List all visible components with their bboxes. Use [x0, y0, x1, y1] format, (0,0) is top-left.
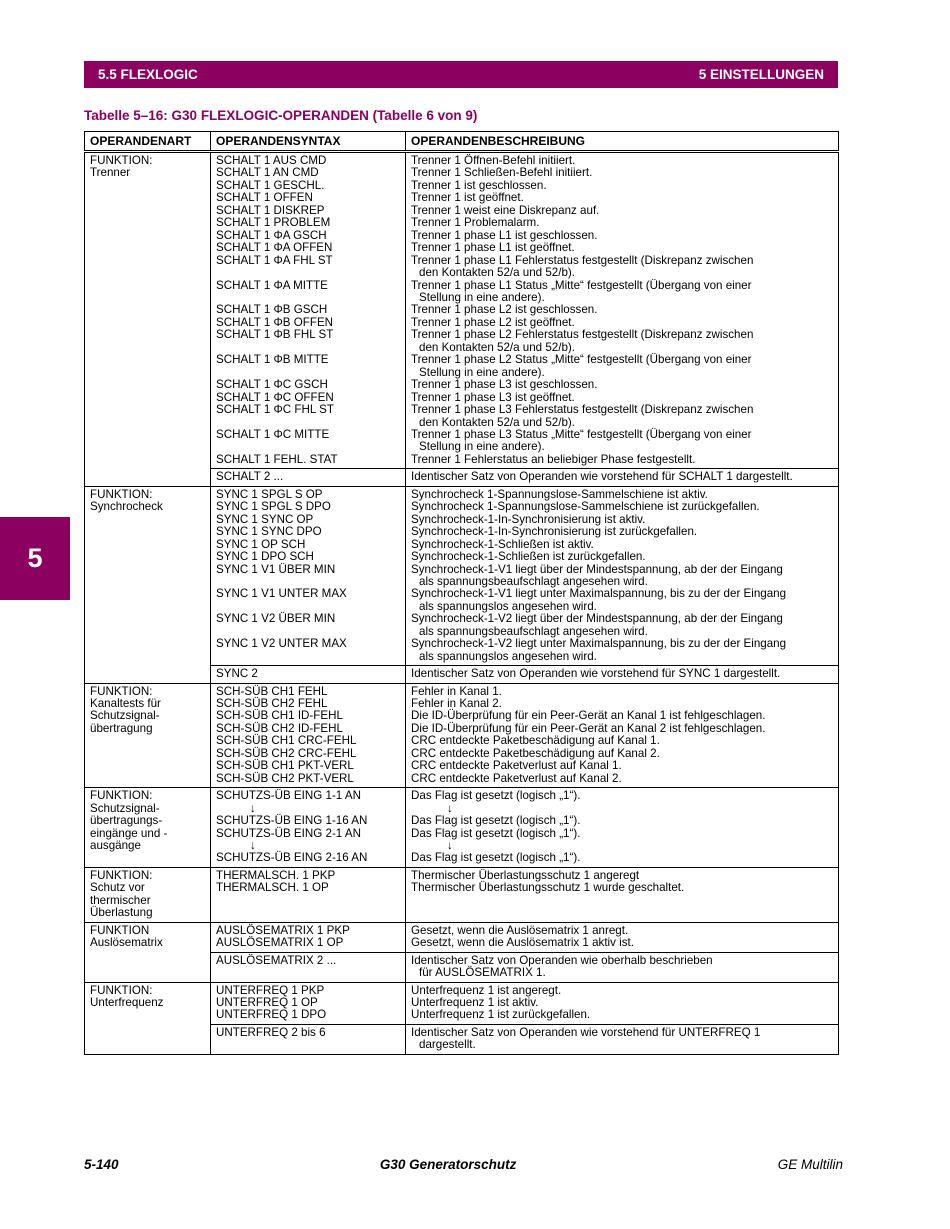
section-header-bar [84, 61, 838, 88]
operand-type-text: ausgänge [90, 839, 141, 853]
operand-syntax-cell [211, 486, 406, 665]
operand-description: Trenner 1 ist geschlossen. [411, 178, 547, 192]
operand-description: Die ID-Überprüfung für ein Peer-Gerät an Kanal 2 ist fehlgeschlagen. [411, 721, 766, 735]
operand-syntax: SCHALT 1 ΦB FHL ST [216, 328, 334, 342]
table-row [85, 152, 839, 469]
operand-type-text: Kanaltests für [90, 697, 161, 711]
column-header-type: OPERANDENART [85, 132, 211, 152]
operand-type-cell [85, 982, 211, 1054]
document-title: G30 Generatorschutz [379, 1157, 517, 1172]
operand-type-text: FUNKTION: [90, 868, 153, 882]
operand-syntax: SCH-SÜB CH2 PKT-VERL [216, 771, 354, 785]
operand-syntax: AUSLÖSEMATRIX 1 OP [216, 936, 344, 950]
operand-description: Trenner 1 Problemalarm. [411, 216, 540, 230]
operand-syntax-cell [211, 952, 406, 982]
section-title: 5.5 FLEXLOGIC [98, 67, 198, 82]
operand-syntax: UNTERFREQ 1 OP [216, 996, 318, 1009]
table-caption: Tabelle 5–16: G30 FLEXLOGIC-OPERANDEN (Tabelle 6 von 9) [84, 108, 478, 123]
operand-syntax: SCH-SÜB CH1 FEHL [216, 684, 328, 698]
operand-syntax: SCH-SÜB CH2 ID-FEHL [216, 721, 343, 735]
operand-description: Synchrocheck-1-V2 liegt unter Maximalspannung, bis zu der der Eingang [411, 637, 787, 651]
operand-description-cell [406, 683, 839, 788]
operand-type-text: Schutz vor [90, 881, 145, 895]
table-row [85, 788, 839, 868]
operand-syntax: SYNC 1 V1 UNTER MAX [216, 587, 347, 601]
operand-syntax-cell [211, 922, 406, 952]
operand-description: Synchrocheck-1-Schließen ist zurückgefallen. [411, 550, 646, 564]
operand-description: Das Flag ist gesetzt (logisch „1“). [411, 814, 581, 828]
operand-description-cell [406, 867, 839, 922]
operand-description: als spannungslos angesehen wird. [419, 599, 597, 613]
operand-syntax: SCHALT 1 ΦC OFFEN [216, 390, 334, 404]
operand-type-text: FUNKTION [90, 923, 150, 937]
operand-syntax: SCHALT 1 ΦC GSCH [216, 378, 328, 392]
operand-syntax: SCHALT 2 ... [216, 470, 284, 484]
operand-description: Trenner 1 phase L3 ist geöffnet. [411, 390, 575, 404]
table-row [85, 486, 839, 665]
operand-description-cell [406, 788, 839, 868]
operand-syntax: UNTERFREQ 2 bis 6 [216, 1025, 326, 1039]
operand-syntax: SYNC 1 V1 ÜBER MIN [216, 562, 336, 576]
operand-description: Trenner 1 phase L3 Status „Mitte“ festgestellt (Übergang von einer [411, 427, 752, 441]
operand-syntax: SYNC 1 SPGL S OP [216, 487, 323, 501]
operand-syntax: SYNC 1 OP SCH [216, 537, 306, 551]
operand-description: Synchrocheck-1-In-Synchronisierung ist zurückgefallen. [411, 525, 698, 539]
operand-syntax: SCHUTZS-ÜB EING 2-1 AN [216, 826, 361, 840]
operand-description: für AUSLÖSEMATRIX 1. [419, 966, 546, 980]
column-header-description: OPERANDENBESCHREIBUNG [406, 132, 839, 152]
operand-syntax: SYNC 2 [216, 667, 258, 681]
operand-description-cell [406, 982, 839, 1024]
operand-syntax: SYNC 1 SPGL S DPO [216, 500, 331, 514]
operand-description: Trenner 1 phase L1 ist geschlossen. [411, 228, 598, 242]
operand-syntax: AUSLÖSEMATRIX 1 PKP [216, 923, 350, 937]
table-row [85, 683, 839, 788]
operand-syntax: SCHALT 1 FEHL. STAT [216, 452, 338, 466]
operand-syntax: SCHALT 1 ΦA MITTE [216, 278, 328, 292]
operand-syntax: SCHALT 1 ΦA GSCH [216, 228, 327, 242]
operand-syntax: SCHALT 1 AUS CMD [216, 154, 327, 167]
operand-description: Stellung in eine andere). [419, 365, 545, 379]
operand-description: Trenner 1 Fehlerstatus an beliebiger Phase festgestellt. [411, 452, 696, 466]
operand-description: CRC entdeckte Paketbeschädigung auf Kanal 1. [411, 734, 660, 748]
operand-type-cell [85, 788, 211, 868]
operand-description: Unterfrequenz 1 ist aktiv. [411, 996, 539, 1009]
operand-description-cell [406, 152, 839, 469]
arrow-down-icon: ↓ [447, 801, 453, 815]
page-number: 5-140 [84, 1157, 119, 1172]
operand-description: den Kontakten 52/a und 52/b). [419, 415, 575, 429]
operand-syntax: AUSLÖSEMATRIX 2 ... [216, 953, 337, 967]
operand-syntax: SCH-SÜB CH1 PKT-VERL [216, 759, 354, 773]
operand-syntax-cell [211, 469, 406, 486]
operand-description: Trenner 1 ist geöffnet. [411, 191, 524, 205]
table-row [85, 867, 839, 922]
operand-description: Unterfrequenz 1 ist angeregt. [411, 983, 562, 997]
operand-description: als spannungsbeaufschlagt angesehen wird. [419, 624, 648, 638]
operand-syntax: SCH-SÜB CH2 FEHL [216, 697, 328, 711]
operand-type-text: Trenner [90, 166, 131, 180]
operand-description: Identischer Satz von Operanden wie vorstehend für SCHALT 1 dargestellt. [411, 470, 793, 484]
operand-description: als spannungsbeaufschlagt angesehen wird. [419, 574, 648, 588]
operand-description: Trenner 1 phase L2 Status „Mitte“ festgestellt (Übergang von einer [411, 353, 752, 367]
operand-type-cell [85, 922, 211, 982]
operand-description: Stellung in eine andere). [419, 290, 545, 304]
operand-description: Fehler in Kanal 1. [411, 684, 502, 698]
operand-type-text: eingänge und - [90, 826, 168, 840]
operand-description: Die ID-Überprüfung für ein Peer-Gerät an Kanal 1 ist fehlgeschlagen. [411, 709, 766, 723]
operand-syntax: SYNC 1 V2 ÜBER MIN [216, 612, 336, 626]
operand-syntax: SCHUTZS-ÜB EING 2-16 AN [216, 851, 368, 865]
operand-description: Synchrocheck 1-Spannungslose-Sammelschiene ist aktiv. [411, 487, 708, 501]
column-header-syntax: OPERANDENSYNTAX [211, 132, 406, 152]
operand-syntax: SCHALT 1 ΦB OFFEN [216, 315, 334, 329]
operand-description: Synchrocheck-1-V1 liegt unter Maximalspannung, bis zu der der Eingang [411, 587, 787, 601]
operand-description: Synchrocheck-1-In-Synchronisierung ist aktiv. [411, 512, 646, 526]
operand-description: Thermischer Überlastungsschutz 1 wurde geschaltet. [411, 881, 685, 895]
operand-type-text: thermischer [90, 893, 151, 907]
operand-syntax: SCHUTZS-ÜB EING 1-16 AN [216, 814, 368, 828]
operand-description: Trenner 1 Öffnen-Befehl initiiert. [411, 154, 576, 167]
operand-description: Synchrocheck-1-V2 liegt über der Mindestspannung, ab der der Eingang [411, 612, 783, 626]
operand-type-text: Überlastung [90, 906, 153, 920]
operand-description: Das Flag ist gesetzt (logisch „1“). [411, 851, 581, 865]
operand-description: Synchrocheck-1-Schließen ist aktiv. [411, 537, 594, 551]
operand-description: Stellung in eine andere). [419, 440, 545, 454]
operand-syntax: SYNC 1 DPO SCH [216, 550, 314, 564]
arrow-down-icon: ↓ [250, 801, 256, 815]
operand-description-cell [406, 666, 839, 683]
operand-syntax-cell [211, 982, 406, 1024]
operand-syntax: SCHUTZS-ÜB EING 1-1 AN [216, 789, 361, 803]
operand-description: Trenner 1 phase L2 ist geschlossen. [411, 303, 598, 317]
operand-type-text: FUNKTION: [90, 983, 153, 997]
operand-syntax-cell [211, 152, 406, 469]
operand-description: CRC entdeckte Paketbeschädigung auf Kanal 2. [411, 746, 660, 760]
operand-syntax: SCHALT 1 ΦB GSCH [216, 303, 328, 317]
operand-syntax: SCHALT 1 ΦA FHL ST [216, 253, 333, 267]
operands-table [84, 131, 839, 1055]
operand-syntax: SCHALT 1 ΦB MITTE [216, 353, 329, 367]
operand-syntax: SCHALT 1 ΦC MITTE [216, 427, 330, 441]
operand-syntax: SYNC 1 SYNC DPO [216, 525, 322, 539]
operand-syntax: UNTERFREQ 1 PKP [216, 983, 325, 997]
operand-description: Das Flag ist gesetzt (logisch „1“). [411, 789, 581, 803]
operand-description: Trenner 1 phase L1 Status „Mitte“ festgestellt (Übergang von einer [411, 278, 752, 292]
operand-description-cell [406, 486, 839, 665]
operand-description: Gesetzt, wenn die Auslösematrix 1 aktiv ist. [411, 936, 634, 950]
operand-description: CRC entdeckte Paketverlust auf Kanal 2. [411, 771, 622, 785]
operand-syntax: UNTERFREQ 1 DPO [216, 1008, 327, 1022]
chapter-tab: 5 [0, 517, 70, 600]
operand-syntax: SCHALT 1 GESCHL. [216, 178, 325, 192]
operand-description: Trenner 1 phase L1 Fehlerstatus festgestellt (Diskrepanz zwischen [411, 253, 754, 267]
operand-type-cell [85, 486, 211, 683]
operand-type-text: Schutzsignal- [90, 801, 160, 815]
operand-syntax-cell [211, 683, 406, 788]
operand-syntax: SCHALT 1 DISKREP [216, 203, 325, 217]
operand-description: Identischer Satz von Operanden wie vorstehend für SYNC 1 dargestellt. [411, 667, 781, 681]
operand-type-text: Synchrocheck [90, 500, 163, 514]
operand-description: Trenner 1 phase L1 ist geöffnet. [411, 241, 575, 255]
operand-description: Trenner 1 Schließen-Befehl initiiert. [411, 166, 593, 180]
operand-syntax: SYNC 1 V2 UNTER MAX [216, 637, 347, 651]
operand-description-cell [406, 1024, 839, 1054]
operand-syntax: SCHALT 1 ΦA OFFEN [216, 241, 333, 255]
operand-description: Das Flag ist gesetzt (logisch „1“). [411, 826, 581, 840]
operand-description: Trenner 1 weist eine Diskrepanz auf. [411, 203, 600, 217]
operand-syntax: THERMALSCH. 1 OP [216, 881, 329, 895]
operand-description: Gesetzt, wenn die Auslösematrix 1 anregt. [411, 923, 629, 937]
arrow-down-icon: ↓ [447, 839, 453, 853]
operand-description: als spannungslos angesehen wird. [419, 649, 597, 663]
table-header-row [85, 132, 839, 152]
operand-description-cell [406, 922, 839, 952]
operand-type-cell [85, 683, 211, 788]
operand-type-text: FUNKTION: [90, 154, 153, 167]
operand-type-text: Unterfrequenz [90, 996, 164, 1009]
operand-description: Synchrocheck-1-V1 liegt über der Mindestspannung, ab der der Eingang [411, 562, 783, 576]
operand-type-cell [85, 867, 211, 922]
operand-description: Identischer Satz von Operanden wie vorstehend für UNTERFREQ 1 [411, 1025, 761, 1039]
operand-syntax: SCHALT 1 PROBLEM [216, 216, 331, 230]
table-body [85, 152, 839, 1055]
operand-description: den Kontakten 52/a und 52/b). [419, 340, 575, 354]
operand-description: Thermischer Überlastungsschutz 1 angeregt [411, 868, 640, 882]
operand-syntax: SCHALT 1 ΦC FHL ST [216, 403, 334, 416]
operand-description: Trenner 1 phase L2 Fehlerstatus festgestellt (Diskrepanz zwischen [411, 328, 754, 342]
operand-type-text: übertragung [90, 721, 153, 735]
chapter-title: 5 EINSTELLUNGEN [698, 67, 824, 82]
operand-description: Synchrocheck 1-Spannungslose-Sammelschiene ist zurückgefallen. [411, 500, 760, 514]
operand-syntax: THERMALSCH. 1 PKP [216, 868, 336, 882]
operand-description: Identischer Satz von Operanden wie oberhalb beschrieben [411, 953, 713, 967]
table-row [85, 982, 839, 1024]
operand-description-cell [406, 952, 839, 982]
operand-syntax: SCHALT 1 AN CMD [216, 166, 319, 180]
operand-type-text: übertragungs- [90, 814, 163, 828]
operand-syntax: SCH-SÜB CH1 ID-FEHL [216, 709, 343, 723]
operand-type-text: FUNKTION: [90, 789, 153, 803]
operand-syntax-cell [211, 867, 406, 922]
operand-description: dargestellt. [419, 1038, 476, 1052]
operand-syntax: SYNC 1 SYNC OP [216, 512, 314, 526]
operand-type-cell [85, 152, 211, 487]
operand-description: CRC entdeckte Paketverlust auf Kanal 1. [411, 759, 622, 773]
arrow-down-icon: ↓ [250, 839, 256, 853]
operand-description: Fehler in Kanal 2. [411, 697, 502, 711]
operand-syntax: SCH-SÜB CH2 CRC-FEHL [216, 746, 357, 760]
operand-type-text: Auslösematrix [90, 936, 163, 950]
operand-type-text: FUNKTION: [90, 684, 153, 698]
table-row [85, 922, 839, 952]
operand-description-cell [406, 469, 839, 486]
publisher-name: GE Multilin [777, 1157, 843, 1172]
operand-syntax-cell [211, 788, 406, 868]
operand-description: Unterfrequenz 1 ist zurückgefallen. [411, 1008, 591, 1022]
page-footer [84, 1157, 843, 1172]
operand-description: Trenner 1 phase L2 ist geöffnet. [411, 315, 575, 329]
operand-description: Trenner 1 phase L3 Fehlerstatus festgestellt (Diskrepanz zwischen [411, 403, 754, 417]
operand-syntax: SCH-SÜB CH1 CRC-FEHL [216, 734, 357, 748]
operand-type-text: FUNKTION: [90, 487, 153, 501]
operand-syntax: SCHALT 1 OFFEN [216, 191, 313, 205]
operand-syntax-cell [211, 666, 406, 683]
operand-description: den Kontakten 52/a und 52/b). [419, 266, 575, 280]
operand-type-text: Schutzsignal- [90, 709, 160, 723]
operand-description: Trenner 1 phase L3 ist geschlossen. [411, 378, 598, 392]
operand-syntax-cell [211, 1024, 406, 1054]
